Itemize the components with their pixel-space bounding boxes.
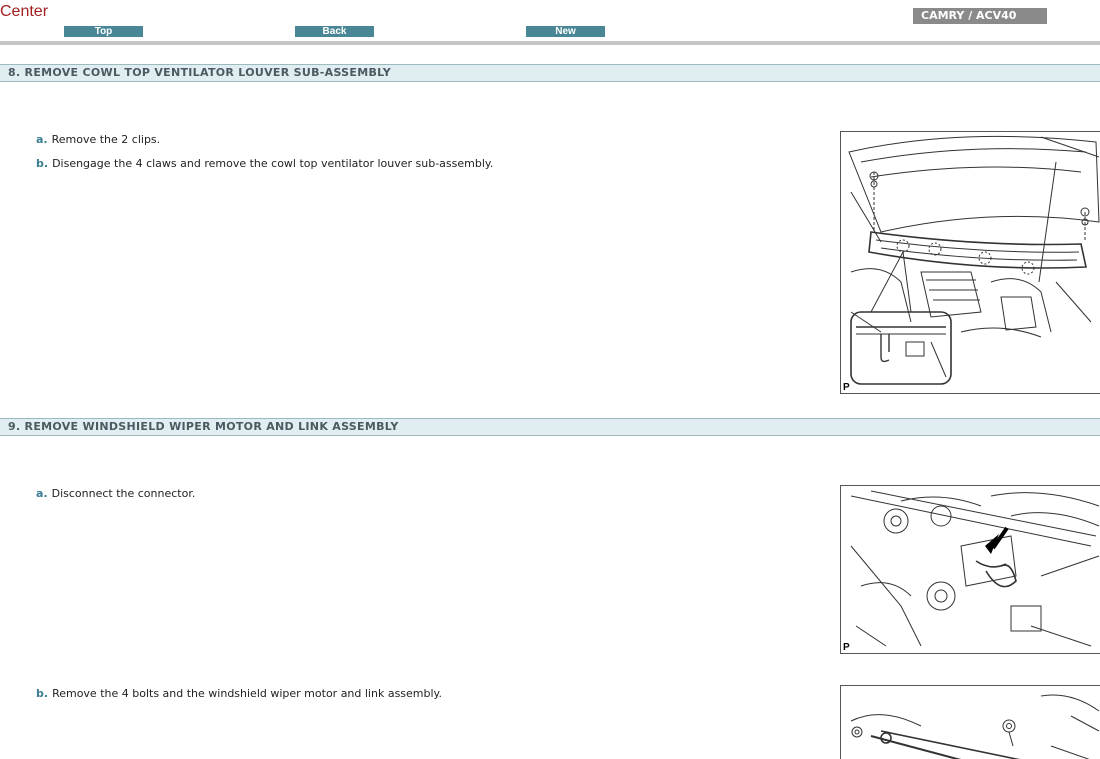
section-8-step-a — [36, 133, 160, 146]
figure-label: P — [843, 642, 850, 653]
section-9-step-b — [36, 687, 442, 700]
step-label: b. — [36, 157, 49, 170]
step-text: Remove the 2 clips. — [51, 133, 161, 146]
step-label: a. — [36, 487, 48, 500]
model-badge: CAMRY / ACV40 — [913, 8, 1047, 24]
step-label: b. — [36, 687, 49, 700]
page-title: Center — [0, 3, 49, 20]
step-label: a. — [36, 133, 48, 146]
top-button[interactable]: Top — [64, 26, 143, 37]
back-button[interactable]: Back — [295, 26, 374, 37]
connector-illustration — [840, 485, 1100, 654]
wiper-motor-illustration — [840, 685, 1100, 759]
cowl-louver-illustration — [840, 131, 1100, 394]
step-text: Disengage the 4 claws and remove the cowl top ventilator louver sub-assembly. — [52, 157, 494, 170]
step-text: Disconnect the connector. — [51, 487, 196, 500]
wiper-motor-drawing — [841, 686, 1100, 759]
page-header — [0, 0, 1100, 45]
connector-drawing — [841, 486, 1100, 654]
figure-label: P — [843, 382, 850, 393]
new-button[interactable]: New — [526, 26, 605, 37]
section-9-title: 9. REMOVE WINDSHIELD WIPER MOTOR AND LINK ASSEMBLY — [0, 418, 1100, 436]
section-9-step-a — [36, 487, 195, 500]
cowl-louver-drawing — [841, 132, 1100, 394]
header-divider — [0, 41, 1100, 45]
section-8-step-b — [36, 157, 493, 170]
step-text: Remove the 4 bolts and the windshield wiper motor and link assembly. — [52, 687, 442, 700]
section-8-title: 8. REMOVE COWL TOP VENTILATOR LOUVER SUB-ASSEMBLY — [0, 64, 1100, 82]
